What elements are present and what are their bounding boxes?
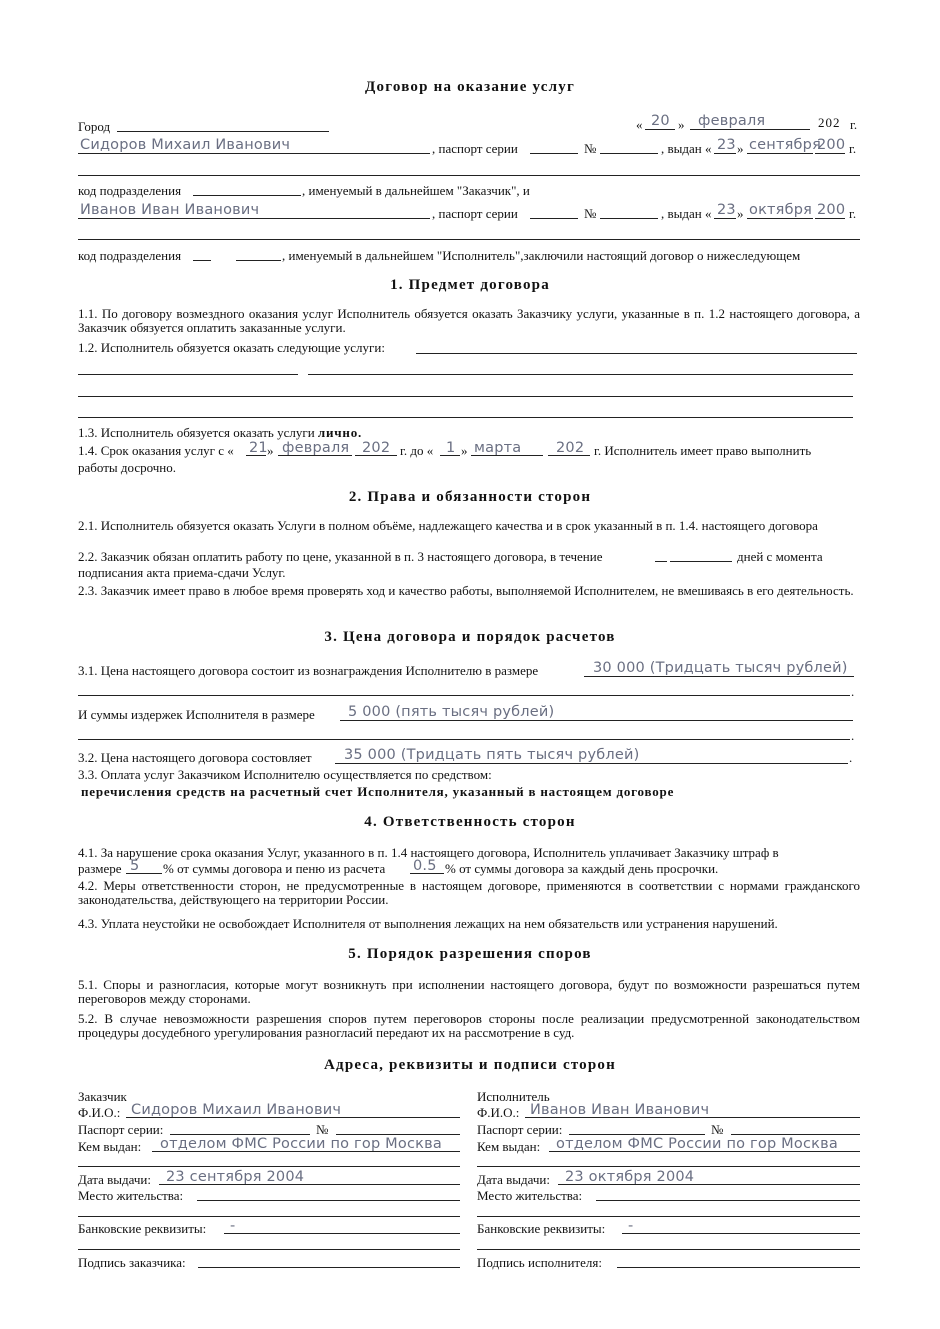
clause-4-1-end: % от суммы договора за каждый день просрочки. [445,861,719,876]
customer-issued-day: 23 [717,137,736,153]
services-field-3[interactable] [78,396,853,397]
executor-issued-month-field[interactable] [747,218,813,219]
term-end-month-field[interactable] [471,455,543,456]
customer-residence-label: Место жительства: [78,1188,184,1203]
section-3-heading: 3. Цена договора и порядок расчетов [324,629,616,645]
executor-bank-field[interactable] [622,1233,860,1234]
total-price-value: 35 000 (Тридцать пять тысяч рублей) [344,747,640,763]
date-month-field[interactable] [690,129,810,130]
fine-percent: 5 [130,858,140,874]
term-start-year: 202 [362,440,391,456]
executor-issued-close-quote: » [737,206,744,221]
clause-1-3-text: 1.3. Исполнитель обязуется оказать услуги [78,425,315,440]
clause-4-3: 4.3. Уплата неустойки не освобождает Исполнителя от выполнения лежащих на нем обязательств или устранения нарушений. [78,916,778,931]
term-end-close-quote: » [461,443,468,458]
fee-dot: . [851,684,855,699]
customer-fio-field[interactable] [126,1117,460,1118]
customer-issued-by-field[interactable] [152,1151,460,1152]
customer-issued-close-quote: » [737,141,744,156]
executor-name: Иванов Иван Иванович [80,202,260,218]
executor-fio: Иванов Иван Иванович [530,1102,710,1118]
city-field[interactable] [117,131,329,132]
customer-residence-field-2[interactable] [78,1216,460,1217]
executor-bank-label: Банковские реквизиты: [477,1221,606,1236]
executor-fio-label: Ф.И.О.: [477,1105,520,1120]
executor-issued-day: 23 [717,202,736,218]
customer-name: Сидоров Михаил Иванович [80,137,291,153]
term-start-month-field[interactable] [278,455,352,456]
customer-issued-by-field-2[interactable] [78,1166,460,1167]
customer-residence-field[interactable] [197,1200,460,1201]
executor-passport-number-field[interactable] [600,218,658,219]
executor-role: Исполнитель [477,1089,550,1104]
executor-called: , именуемый в дальнейшем "Исполнитель",заключили настоящий договор о нижеследующем [282,248,801,263]
requisites-heading: Адреса, реквизиты и подписи сторон [324,1057,616,1073]
customer-issued-day-field[interactable] [714,153,736,154]
date-open-quote: « [636,117,643,132]
term-mid: г. до « [400,443,434,458]
term-end-year: 202 [556,440,585,456]
date-year: 202 [818,115,841,130]
executor-issued-day-field[interactable] [714,218,736,219]
executor-passport-number-input[interactable] [731,1134,860,1135]
executor-issue-date-field[interactable] [558,1184,860,1185]
customer-passport-series-field[interactable] [530,153,578,154]
fine-percent-field[interactable] [126,873,162,874]
costs-field-continued[interactable] [78,739,850,740]
services-field-2a[interactable] [78,374,298,375]
customer-signature-field[interactable] [198,1267,460,1268]
executor-residence-label: Место жительства: [477,1188,583,1203]
executor-residence-field[interactable] [596,1200,860,1201]
section-1-heading: 1. Предмет договора [390,277,550,293]
clause-3-1: 3.1. Цена настоящего договора состоит из вознаграждения Исполнителю в размере [78,663,539,678]
section-5-heading: 5. Порядок разрешения споров [348,946,592,962]
costs-field[interactable] [340,720,853,721]
customer-issued-by: отделом ФМС России по гор Москва [160,1136,442,1152]
executor-issued-month: октября [749,202,813,218]
clause-4-2: 4.2. Меры ответственности сторон, не предусмотренные в настоящем договоре, применяются в соответствии с нормами гражданского законодательства, действующего на территории России. [78,878,860,907]
executor-issued-by-field-2[interactable] [477,1166,860,1167]
services-field-4[interactable] [78,417,853,418]
customer-passport-number-field[interactable] [600,153,658,154]
clause-1-1: 1.1. По договору возмездного оказания услуг Исполнитель обязуется оказать Заказчику услуги, указанные в п. 1.2 настоящего договора, а Заказчик обязуется оплатить заказанные услуги. [78,306,860,335]
customer-signature-label: Подпись заказчика: [78,1255,186,1270]
clause-2-2-end: подписания акта приема-сдачи Услуг. [78,565,286,580]
executor-signature-label: Подпись исполнителя: [477,1255,602,1270]
clause-1-3 [78,425,362,440]
customer-issued-year-suffix: г. [849,141,857,156]
clause-2-2-start: 2.2. Заказчик обязан оплатить работу по цене, указанной в п. 3 настоящего договора, в течение [78,549,603,564]
customer-fio-label: Ф.И.О.: [78,1105,121,1120]
fee-field[interactable] [584,676,854,677]
executor-bank-field-2[interactable] [477,1249,860,1250]
total-price-dot: . [849,750,853,765]
term-end-day: 1 [446,440,456,456]
executor-issued-by-label: Кем выдан: [477,1139,541,1154]
executor-passport-series-label: Паспорт серии: [477,1122,563,1137]
clause-2-2-middle: дней с момента [737,549,823,564]
executor-passport-series-input[interactable] [569,1134,705,1135]
section-2-heading: 2. Права и обязанности сторон [348,489,592,505]
fee-value: 30 000 (Тридцать тысяч рублей) [593,660,848,676]
clause-1-2: 1.2. Исполнитель обязуется оказать следующие услуги: [78,340,385,355]
clause-4-1-middle: % от суммы договора и пеню из расчета [163,861,386,876]
clause-3-2: 3.2. Цена настоящего договора состовляет [78,750,312,765]
document-title: Договор на оказание услуг [365,79,575,95]
clause-1-4-start: 1.4. Срок оказания услуг с « [78,443,234,458]
executor-passport-number-label: № [711,1122,724,1137]
clause-1-4-end-2: работы досрочно. [78,460,176,475]
customer-passport-number-input[interactable] [336,1134,460,1135]
clause-3-3: 3.3. Оплата услуг Заказчиком Исполнителю осуществляется по средством: [78,767,492,782]
executor-issued-label: , выдан « [661,206,712,221]
term-end-day-field[interactable] [440,455,460,456]
clause-1-4-end: г. Исполнитель имеет право выполнить [594,443,812,458]
customer-bank-label: Банковские реквизиты: [78,1221,207,1236]
term-end-month: марта [474,440,522,456]
clause-4-1-start: 4.1. За нарушение срока оказания Услуг, указанного в п. 1.4 настоящего договора, Исполнитель уплачивает Заказчику штраф в [78,845,779,860]
customer-passport-number-label: № [316,1122,329,1137]
clause-5-1: 5.1. Споры и разногласия, которые могут возникнуть при исполнении настоящего договора, будут по возможности разрешаться путем переговоров между сторонами. [78,977,860,1006]
services-field-2b[interactable] [308,374,853,375]
executor-bank: - [628,1218,634,1234]
executor-extra-line[interactable] [78,239,860,240]
executor-issue-date: 23 октября 2004 [565,1169,695,1185]
customer-bank: - [230,1218,236,1234]
customer-dept-code-field[interactable] [193,195,301,196]
customer-fio: Сидоров Михаил Иванович [131,1102,342,1118]
date-year-suffix: г. [850,117,858,132]
customer-called: , именуемый в дальнейшем "Заказчик", и [302,183,530,198]
executor-dept-code-field-a[interactable] [193,260,211,261]
customer-bank-field-2[interactable] [78,1249,460,1250]
customer-passport-label: , паспорт серии [432,141,518,156]
customer-issue-date: 23 сентября 2004 [166,1169,305,1185]
customer-number-label: № [584,141,597,156]
term-start-day: 21 [249,440,268,456]
date-day: 20 [651,113,670,129]
executor-issued-by: отделом ФМС России по гор Москва [556,1136,838,1152]
customer-issue-date-field[interactable] [159,1184,460,1185]
total-price-field[interactable] [335,763,848,764]
term-start-year-field[interactable] [355,455,397,456]
clause-5-2: 5.2. В случае невозможности разрешения споров путем переговоров стороны после реализации предусмотренной законодательством процедуры досудебного урегулирования разногласий передают их на рассмотрение в суд. [78,1011,860,1040]
clause-2-1: 2.1. Исполнитель обязуется оказать Услуги в полном объёме, надлежащего качества и в срок указанный в п. 1.4. настоящего договора [78,518,818,533]
term-end-year-field[interactable] [548,455,590,456]
executor-fio-field[interactable] [525,1117,860,1118]
payment-days-field-b[interactable] [670,561,732,562]
city-label: Город [78,119,111,134]
customer-issued-month: сентября [749,137,822,153]
section-4-heading: 4. Ответственность сторон [364,814,576,830]
date-day-field[interactable] [645,129,675,130]
executor-issued-by-field[interactable] [549,1151,860,1152]
customer-issue-date-label: Дата выдачи: [78,1172,152,1187]
date-month: февраля [698,113,766,129]
executor-signature-field[interactable] [617,1267,860,1268]
executor-issue-date-label: Дата выдачи: [477,1172,551,1187]
executor-issued-year-suffix: г. [849,206,857,221]
executor-dept-code-label: код подразделения [78,248,182,263]
costs-dot: . [851,728,855,743]
term-start-day-field[interactable] [246,455,266,456]
executor-residence-field-2[interactable] [477,1216,860,1217]
customer-name-field[interactable] [78,153,430,154]
fee-field-continued[interactable] [78,695,850,696]
customer-passport-series-input[interactable] [170,1134,310,1135]
term-start-month: февраля [282,440,350,456]
executor-passport-series-field[interactable] [530,218,578,219]
customer-role: Заказчик [78,1089,127,1104]
customer-issued-year-field[interactable] [815,153,845,154]
customer-issued-by-label: Кем выдан: [78,1139,142,1154]
customer-dept-code-label: код подразделения [78,183,182,198]
customer-issued-label: , выдан « [661,141,712,156]
penalty-percent-field[interactable] [410,873,444,874]
clause-4-1-size-label: размере [78,861,122,876]
penalty-percent: 0.5 [413,858,437,874]
costs-value: 5 000 (пять тысяч рублей) [348,704,555,720]
customer-passport-series-label: Паспорт серии: [78,1122,164,1137]
term-start-close-quote: » [267,443,274,458]
executor-name-field[interactable] [78,218,430,219]
payment-days-field-a[interactable] [655,561,667,562]
date-close-quote: » [678,117,685,132]
customer-issued-year: 200 [817,137,846,153]
executor-dept-code-field-b[interactable] [236,260,281,261]
clause-1-3-bold: лично. [317,425,363,440]
services-field-1[interactable] [416,353,857,354]
customer-issued-month-field[interactable] [747,153,813,154]
customer-extra-line[interactable] [78,175,860,176]
executor-issued-year: 200 [817,202,846,218]
executor-issued-year-field[interactable] [815,218,845,219]
executor-passport-label: , паспорт серии [432,206,518,221]
clause-2-3: 2.3. Заказчик имеет право в любое время проверять ход и качество работы, выполняемой Исполнителем, не вмешиваясь в его деятельность. [78,583,854,598]
customer-bank-field[interactable] [224,1233,460,1234]
executor-number-label: № [584,206,597,221]
costs-label: И суммы издержек Исполнителя в размере [78,707,315,722]
payment-method: перечисления средств на расчетный счет Исполнителя, указанный в настоящем договоре [81,784,675,799]
